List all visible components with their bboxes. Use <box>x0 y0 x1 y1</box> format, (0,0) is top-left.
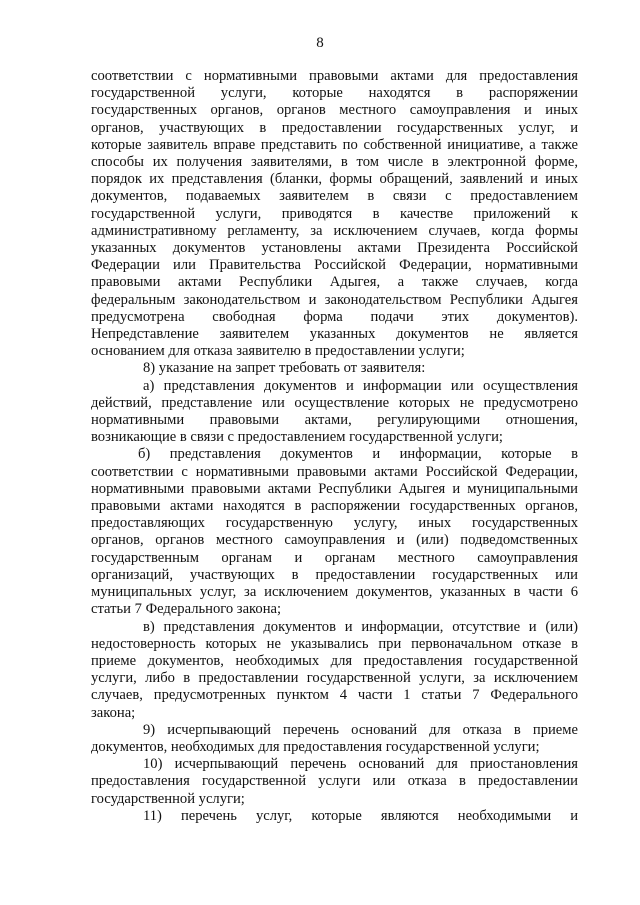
text-line: государственной услуги, которые находятся в распоряжении <box>91 85 578 102</box>
text-line: недостоверность которых не указывались при первоначальном отказе в <box>91 635 578 652</box>
text-line: указанных документов установлены актами Президента Российской <box>91 240 578 257</box>
text-line: действий, представление или осуществление которых не предусмотрено <box>91 394 578 411</box>
text-line: государственной услуги; <box>91 790 245 807</box>
text-line: которые заявитель вправе представить по собственной инициативе, а также <box>91 136 578 153</box>
text-line: 10) исчерпывающий перечень оснований для приостановления <box>143 756 578 773</box>
text-line: б) представления документов и информации, которые в <box>138 446 578 463</box>
text-line: закона; <box>91 704 136 721</box>
text-line: административному регламенту, за исключением случаев, когда формы <box>91 222 578 239</box>
page-number: 8 <box>316 35 324 51</box>
text-line: услуги, либо в предоставлении государственной услуги, за исключением <box>91 670 578 687</box>
text-line: в) представления документов и информации, отсутствие и (или) <box>143 618 578 635</box>
text-line: 9) исчерпывающий перечень оснований для отказа в приеме <box>143 721 578 738</box>
text-line: случаев, предусмотренных пунктом 4 части 1 статьи 7 Федерального <box>91 687 578 704</box>
text-line: Федерации или Правительства Российской Федерации, нормативными <box>91 257 578 274</box>
text-line: органов, участвующих в предоставлении государственных услуг, и <box>91 119 578 136</box>
text-line: нормативными правовыми актами, регулирующими отношения, <box>91 412 578 429</box>
text-line: правовыми актами Республики Адыгея, а также случаев, когда <box>91 274 578 291</box>
text-line: муниципальных услуг, за исключением документов, указанных в части 6 <box>91 584 578 601</box>
text-line: порядок их представления (бланки, формы обращений, заявлений и иных <box>91 171 578 188</box>
text-line: возникающие в связи с предоставлением государственной услуги; <box>91 429 503 446</box>
text-line: государственных органов, органов местного самоуправления и иных <box>91 102 578 119</box>
text-line: федеральным законодательством и законодательством Республики Адыгея <box>91 291 578 308</box>
text-line: государственным органам и органам местного самоуправления <box>91 549 578 566</box>
text-line: нормативными правовыми актами Республики Адыгея и муниципальными <box>91 480 578 497</box>
text-line: предоставления государственной услуги или отказа в предоставлении <box>91 773 578 790</box>
text-line: органов, органов местного самоуправления и (или) подведомственных <box>91 532 578 549</box>
text-line: организаций, участвующих в предоставлении государственных или <box>91 566 578 583</box>
text-line: соответствии с нормативными правовыми актами Российской Федерации, <box>91 463 578 480</box>
text-line: 11) перечень услуг, которые являются необходимыми и <box>143 807 578 824</box>
text-line: приеме документов, необходимых для предоставления государственной <box>91 652 578 669</box>
text-line: соответствии с нормативными правовыми актами для предоставления <box>91 68 578 84</box>
text-line: способы их получения заявителями, в том числе в электронной форме, <box>91 154 578 171</box>
text-line: основанием для отказа заявителю в предоставлении услуги; <box>91 343 465 360</box>
text-line: статьи 7 Федерального закона; <box>91 601 282 618</box>
text-line: предусмотрена свободная форма подачи этих документов). <box>91 308 578 325</box>
document-body <box>91 68 578 825</box>
text-line: Непредставление заявителем указанных документов не является <box>91 326 578 343</box>
text-line: а) представления документов и информации или осуществления <box>143 377 578 394</box>
text-line: предоставляющих государственную услугу, иных государственных <box>91 515 578 532</box>
text-line: 8) указание на запрет требовать от заявителя: <box>143 360 426 377</box>
text-line: документов, необходимых для предоставления государственной услуги; <box>91 738 540 755</box>
text-line: правовыми актами находятся в распоряжении государственных органов, <box>91 498 578 515</box>
text-line: государственной услуги, приводятся в качестве приложений к <box>91 205 578 222</box>
text-line: документов, подаваемых заявителем в связи с предоставлением <box>91 188 578 205</box>
